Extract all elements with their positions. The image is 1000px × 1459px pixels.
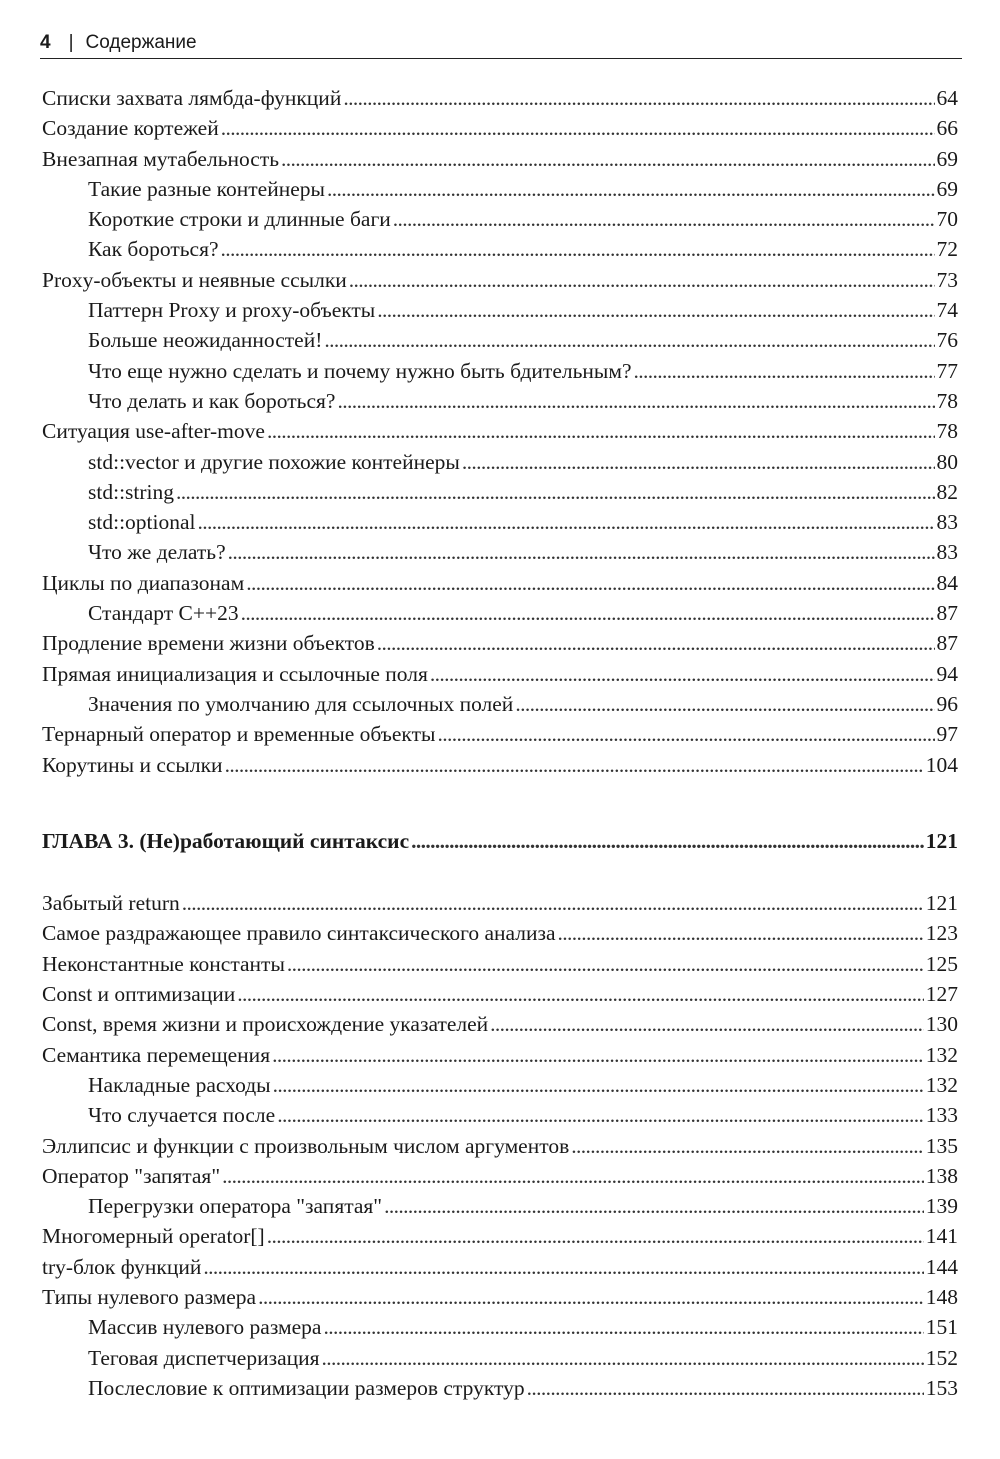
toc-entry-title: Внезапная мутабельность bbox=[42, 146, 280, 171]
toc-entry[interactable] bbox=[42, 1161, 958, 1191]
toc-entry-page: 148 bbox=[925, 1284, 958, 1309]
toc-entry-page: 96 bbox=[936, 691, 958, 716]
leader-dots bbox=[281, 144, 934, 174]
leader-dots bbox=[203, 1252, 923, 1282]
leader-dots bbox=[176, 477, 934, 507]
toc-entry[interactable] bbox=[42, 144, 958, 174]
toc-entry-page: 69 bbox=[936, 176, 958, 201]
toc-entry[interactable] bbox=[42, 659, 958, 689]
toc-entry[interactable] bbox=[42, 1252, 958, 1282]
toc-entry[interactable] bbox=[42, 689, 958, 719]
toc-entry[interactable] bbox=[42, 888, 958, 918]
toc-entry-page: 72 bbox=[936, 237, 958, 262]
toc-entry-title: Оператор "запятая" bbox=[42, 1163, 221, 1188]
toc-entry[interactable] bbox=[42, 325, 958, 355]
toc-entry[interactable] bbox=[42, 416, 958, 446]
leader-dots bbox=[349, 265, 935, 295]
toc-entry[interactable] bbox=[42, 204, 958, 234]
toc-entry-page: 130 bbox=[925, 1012, 958, 1037]
toc-entry-page: 83 bbox=[936, 540, 958, 565]
toc-entry-page: 87 bbox=[936, 601, 958, 626]
toc-entry[interactable] bbox=[42, 949, 958, 979]
toc-entry-title: std::optional bbox=[88, 510, 196, 535]
page-header bbox=[40, 32, 962, 58]
toc-entry-page: 76 bbox=[936, 328, 958, 353]
leader-dots bbox=[377, 628, 935, 658]
toc-entry[interactable] bbox=[42, 1070, 958, 1100]
leader-dots bbox=[634, 356, 935, 386]
leader-dots bbox=[437, 719, 934, 749]
toc-entry-title: Эллипсис и функции с произвольным числом аргументов bbox=[42, 1133, 570, 1158]
toc-entry[interactable] bbox=[42, 447, 958, 477]
leader-dots bbox=[221, 113, 935, 143]
toc-entry-title: Теговая диспетчеризация bbox=[88, 1345, 320, 1370]
toc-entry[interactable] bbox=[42, 295, 958, 325]
toc-entry-title: Неконстантные константы bbox=[42, 951, 285, 976]
toc-entry-page: 141 bbox=[925, 1224, 958, 1249]
toc-entry-title: Массив нулевого размера bbox=[88, 1315, 322, 1340]
leader-dots bbox=[490, 1009, 924, 1039]
toc-entry-title: Послесловие к оптимизации размеров структур bbox=[88, 1375, 525, 1400]
toc-entry-page: 80 bbox=[936, 449, 958, 474]
toc-entry-page: 74 bbox=[936, 298, 958, 323]
leader-dots bbox=[393, 204, 935, 234]
toc-entry[interactable] bbox=[42, 386, 958, 416]
leader-dots bbox=[327, 174, 935, 204]
chapter-page: 121 bbox=[925, 828, 958, 853]
toc-entry-title: Списки захвата лямбда-функций bbox=[42, 86, 342, 110]
toc-entry-title: Значения по умолчанию для ссылочных полей bbox=[88, 691, 514, 716]
header-rule bbox=[40, 58, 962, 59]
toc-entry-title: Proxy-объекты и неявные ссылки bbox=[42, 267, 347, 292]
leader-dots bbox=[273, 1070, 924, 1100]
toc-entry-page: 104 bbox=[925, 752, 958, 777]
toc-entry[interactable] bbox=[42, 477, 958, 507]
toc-entry-page: 69 bbox=[936, 146, 958, 171]
toc-entry[interactable] bbox=[42, 1312, 958, 1342]
leader-dots bbox=[241, 598, 935, 628]
leader-dots bbox=[272, 1040, 924, 1070]
toc-entry-page: 97 bbox=[936, 722, 958, 747]
toc-entry-page: 139 bbox=[925, 1194, 958, 1219]
toc-entry-title: Ситуация use-after-move bbox=[42, 419, 265, 444]
toc-entry[interactable] bbox=[42, 356, 958, 386]
toc-entry-title: Накладные расходы bbox=[88, 1072, 271, 1097]
toc-entry-title: std::vector и другие похожие контейнеры bbox=[88, 449, 460, 474]
toc-entry-title: Прямая инициализация и ссылочные поля bbox=[42, 661, 428, 686]
toc-entry-title: Что делать и как бороться? bbox=[88, 388, 336, 413]
table-of-contents bbox=[42, 83, 958, 1403]
toc-entry-page: 70 bbox=[936, 207, 958, 232]
leader-dots bbox=[462, 447, 935, 477]
toc-entry-page: 82 bbox=[936, 479, 958, 504]
toc-entry-page: 138 bbox=[925, 1163, 958, 1188]
toc-entry[interactable] bbox=[42, 113, 958, 143]
toc-entry-page: 64 bbox=[936, 86, 958, 110]
toc-entry-title: Больше неожиданностей! bbox=[88, 328, 323, 353]
toc-entry-page: 78 bbox=[936, 419, 958, 444]
toc-entry-title: Типы нулевого размера bbox=[42, 1284, 257, 1309]
chapter-title: ГЛАВА 3. (Не)работающий синтаксис bbox=[42, 828, 410, 853]
leader-dots bbox=[287, 949, 924, 979]
toc-entry[interactable] bbox=[42, 507, 958, 537]
leader-dots bbox=[222, 1161, 924, 1191]
leader-dots bbox=[258, 1282, 924, 1312]
leader-dots bbox=[527, 1373, 924, 1403]
toc-section-chapter-3 bbox=[42, 888, 958, 1403]
toc-entry-title: Забытый return bbox=[42, 891, 180, 916]
toc-entry-page: 73 bbox=[936, 267, 958, 292]
toc-entry-title: Короткие строки и длинные баги bbox=[88, 207, 391, 232]
toc-entry-page: 84 bbox=[936, 570, 958, 595]
toc-entry-page: 151 bbox=[925, 1315, 958, 1340]
toc-entry[interactable] bbox=[42, 719, 958, 749]
toc-entry-title: Const, время жизни и происхождение указателей bbox=[42, 1012, 489, 1037]
toc-entry-title: Циклы по диапазонам bbox=[42, 570, 245, 595]
toc-entry-title: Что же делать? bbox=[88, 540, 226, 565]
toc-entry-title: Const и оптимизации bbox=[42, 982, 236, 1007]
leader-dots bbox=[225, 750, 924, 780]
toc-entry[interactable] bbox=[42, 1131, 958, 1161]
toc-entry[interactable] bbox=[42, 1221, 958, 1251]
toc-entry[interactable] bbox=[42, 234, 958, 264]
toc-entry-page: 66 bbox=[936, 116, 958, 141]
toc-entry-page: 125 bbox=[925, 951, 958, 976]
leader-dots bbox=[411, 826, 924, 856]
leader-dots bbox=[237, 979, 923, 1009]
toc-entry-title: Стандарт C++23 bbox=[88, 601, 239, 626]
toc-entry[interactable] bbox=[42, 1343, 958, 1373]
toc-entry[interactable] bbox=[42, 628, 958, 658]
toc-entry-title: Создание кортежей bbox=[42, 116, 219, 141]
toc-entry[interactable] bbox=[42, 918, 958, 948]
leader-dots bbox=[377, 295, 934, 325]
toc-entry-title: std::string bbox=[88, 479, 175, 504]
toc-entry-title: Что случается после bbox=[88, 1103, 276, 1128]
toc-entry[interactable] bbox=[42, 265, 958, 295]
leader-dots bbox=[182, 888, 924, 918]
toc-entry-page: 127 bbox=[925, 982, 958, 1007]
running-title: Содержание bbox=[85, 32, 197, 53]
leader-dots bbox=[430, 659, 935, 689]
toc-entry-page: 144 bbox=[925, 1254, 958, 1279]
leader-dots bbox=[324, 325, 934, 355]
leader-dots bbox=[337, 386, 934, 416]
toc-entry[interactable] bbox=[42, 598, 958, 628]
toc-entry-page: 78 bbox=[936, 388, 958, 413]
toc-entry-title: Как бороться? bbox=[88, 237, 219, 262]
toc-entry[interactable] bbox=[42, 1009, 958, 1039]
toc-entry[interactable] bbox=[42, 750, 958, 780]
leader-dots bbox=[515, 689, 934, 719]
toc-entry[interactable] bbox=[42, 1040, 958, 1070]
leader-dots bbox=[267, 416, 935, 446]
page-number: 4 bbox=[40, 32, 51, 53]
toc-entry[interactable] bbox=[42, 979, 958, 1009]
leader-dots bbox=[221, 234, 935, 264]
toc-entry-title: try-блок функций bbox=[42, 1254, 202, 1279]
leader-dots bbox=[228, 537, 935, 567]
toc-entry-page: 87 bbox=[936, 631, 958, 656]
leader-dots bbox=[277, 1100, 924, 1130]
toc-entry-title: Семантика перемещения bbox=[42, 1042, 271, 1067]
toc-entry[interactable] bbox=[42, 174, 958, 204]
toc-entry[interactable] bbox=[42, 1373, 958, 1403]
leader-dots bbox=[323, 1312, 923, 1342]
toc-entry-title: Корутины и ссылки bbox=[42, 752, 223, 777]
leader-dots bbox=[246, 568, 934, 598]
toc-entry[interactable] bbox=[42, 1100, 958, 1130]
toc-entry-page: 121 bbox=[925, 891, 958, 916]
toc-entry-page: 132 bbox=[925, 1072, 958, 1097]
toc-entry-title: Многомерный operator[] bbox=[42, 1224, 265, 1249]
toc-entry-title: Паттерн Proxy и proxy-объекты bbox=[88, 298, 376, 323]
toc-entry-title: Перегрузки оператора "запятая" bbox=[88, 1194, 383, 1219]
toc-chapter-heading[interactable] bbox=[42, 826, 958, 856]
toc-section-chapter-2 bbox=[42, 83, 958, 780]
toc-entry-title: Такие разные контейнеры bbox=[88, 176, 325, 201]
toc-entry[interactable] bbox=[42, 1282, 958, 1312]
toc-entry-title: Что еще нужно сделать и почему нужно быть бдительным? bbox=[88, 358, 632, 383]
toc-entry-page: 153 bbox=[925, 1375, 958, 1400]
toc-entry-page: 133 bbox=[925, 1103, 958, 1128]
header-separator: | bbox=[68, 32, 74, 53]
leader-dots bbox=[384, 1191, 924, 1221]
toc-entry[interactable] bbox=[42, 83, 958, 113]
toc-entry-page: 132 bbox=[925, 1042, 958, 1067]
leader-dots bbox=[571, 1131, 924, 1161]
toc-entry-page: 123 bbox=[925, 921, 958, 946]
toc-entry-title: Тернарный оператор и временные объекты bbox=[42, 722, 436, 747]
toc-entry-page: 94 bbox=[936, 661, 958, 686]
leader-dots bbox=[343, 83, 934, 113]
leader-dots bbox=[322, 1343, 924, 1373]
toc-entry-page: 152 bbox=[925, 1345, 958, 1370]
leader-dots bbox=[198, 507, 935, 537]
leader-dots bbox=[267, 1221, 924, 1251]
toc-entry-title: Продление времени жизни объектов bbox=[42, 631, 375, 656]
toc-entry[interactable] bbox=[42, 1191, 958, 1221]
toc-entry-title: Самое раздражающее правило синтаксического анализа bbox=[42, 921, 556, 946]
toc-entry[interactable] bbox=[42, 537, 958, 567]
toc-entry[interactable] bbox=[42, 568, 958, 598]
toc-entry-page: 135 bbox=[925, 1133, 958, 1158]
toc-entry-page: 77 bbox=[936, 358, 958, 383]
toc-entry-page: 83 bbox=[936, 510, 958, 535]
leader-dots bbox=[558, 918, 924, 948]
